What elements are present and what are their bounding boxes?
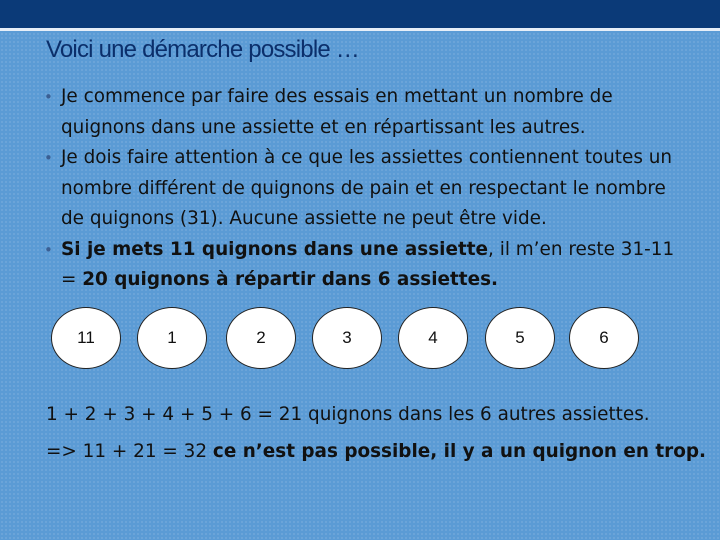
plate-circle: 1 — [137, 307, 207, 369]
bullet-bold-text: Si je mets 11 quignons dans une assiette — [61, 238, 489, 260]
header-divider — [0, 28, 720, 31]
bullet-icon: • — [44, 149, 53, 167]
bullet-text: Je commence par faire des essais en mettant un nombre de quignons dans une assiette et en répartissant les autres. — [61, 86, 613, 138]
plate-circle: 6 — [569, 307, 639, 369]
slide-title: Voici une démarche possible … — [46, 36, 359, 63]
bullet-icon: • — [44, 88, 53, 106]
bullet-icon: • — [44, 240, 53, 259]
header-bar — [0, 0, 720, 28]
bullet-bold-text: 20 quignons à répartir dans 6 assiettes. — [82, 269, 499, 290]
bullet-item — [44, 82, 694, 143]
plate-circle: 2 — [226, 307, 296, 369]
conclusion-text: => 11 + 21 = 32 — [46, 441, 213, 462]
conclusion-bold-text: ce n’est pas possible, il y a un quignon en trop. — [212, 441, 707, 462]
bullet-item — [44, 143, 694, 235]
plate-circle: 11 — [51, 307, 121, 369]
bullet-text: Je dois faire attention à ce que les assiettes contiennent toutes un nombre différent de quignons de pain et en respectant le nombre de quignons (31). Aucune assiette ne peut être vide. — [61, 147, 673, 229]
bullet-list — [44, 82, 694, 296]
sum-line: 1 + 2 + 3 + 4 + 5 + 6 = 21 quignons dans les 6 autres assiettes. — [46, 404, 650, 425]
plate-circle: 5 — [485, 307, 555, 369]
bullet-item — [44, 235, 694, 296]
conclusion-line — [46, 441, 706, 462]
bullet-text: , il m’en reste 31-11 = — [61, 238, 675, 290]
plate-circle: 4 — [398, 307, 468, 369]
plate-circle: 3 — [312, 307, 382, 369]
